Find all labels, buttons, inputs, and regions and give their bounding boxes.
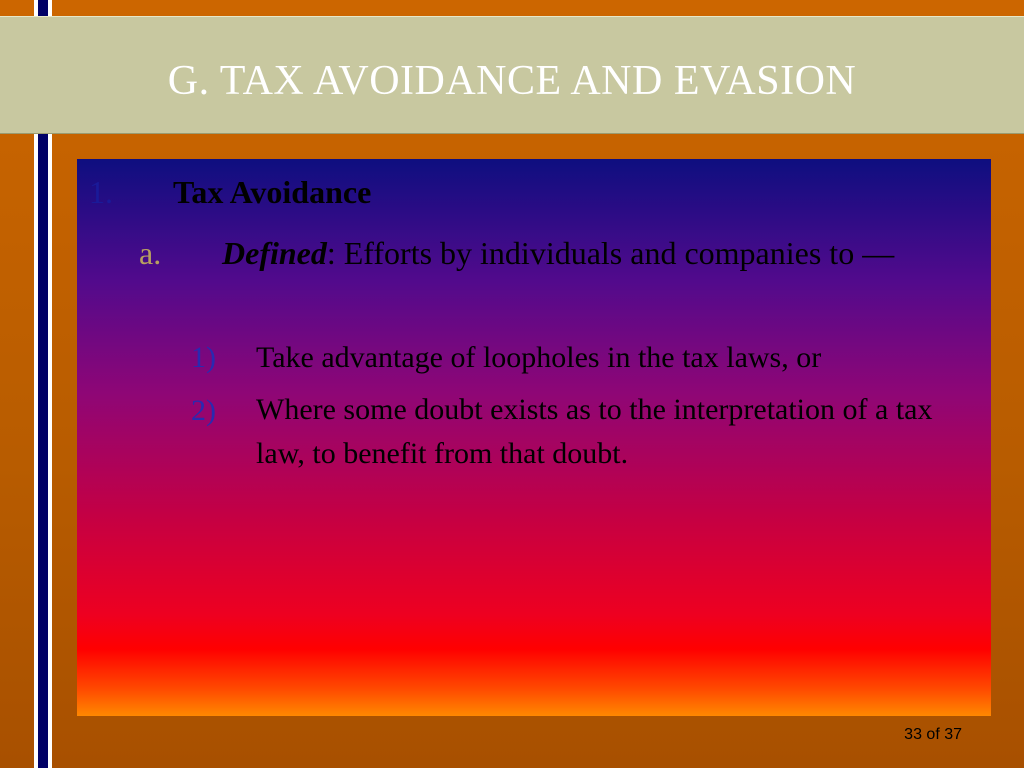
sub-list-marker-1: 1) — [191, 341, 216, 374]
content-panel — [77, 159, 991, 716]
definition-term: Defined — [222, 235, 327, 271]
page-number: 33 of 37 — [904, 726, 962, 743]
definition-body: : Efforts by individuals and companies to — — [326, 235, 895, 271]
definition-text — [222, 230, 982, 276]
sub-list-item-2: Where some doubt exists as to the interpretation of a tax law, to benefit from that doubt. — [256, 393, 933, 470]
sub-list-marker-2: 2) — [191, 394, 216, 427]
list-marker-1: 1. — [89, 174, 113, 210]
slide-title: G. TAX AVOIDANCE AND EVASION — [167, 58, 857, 104]
sub-list-item-1: Take advantage of loopholes in the tax laws, or — [256, 341, 822, 374]
list-marker-a: a. — [139, 235, 162, 271]
list-heading-tax-avoidance: Tax Avoidance — [173, 174, 372, 210]
